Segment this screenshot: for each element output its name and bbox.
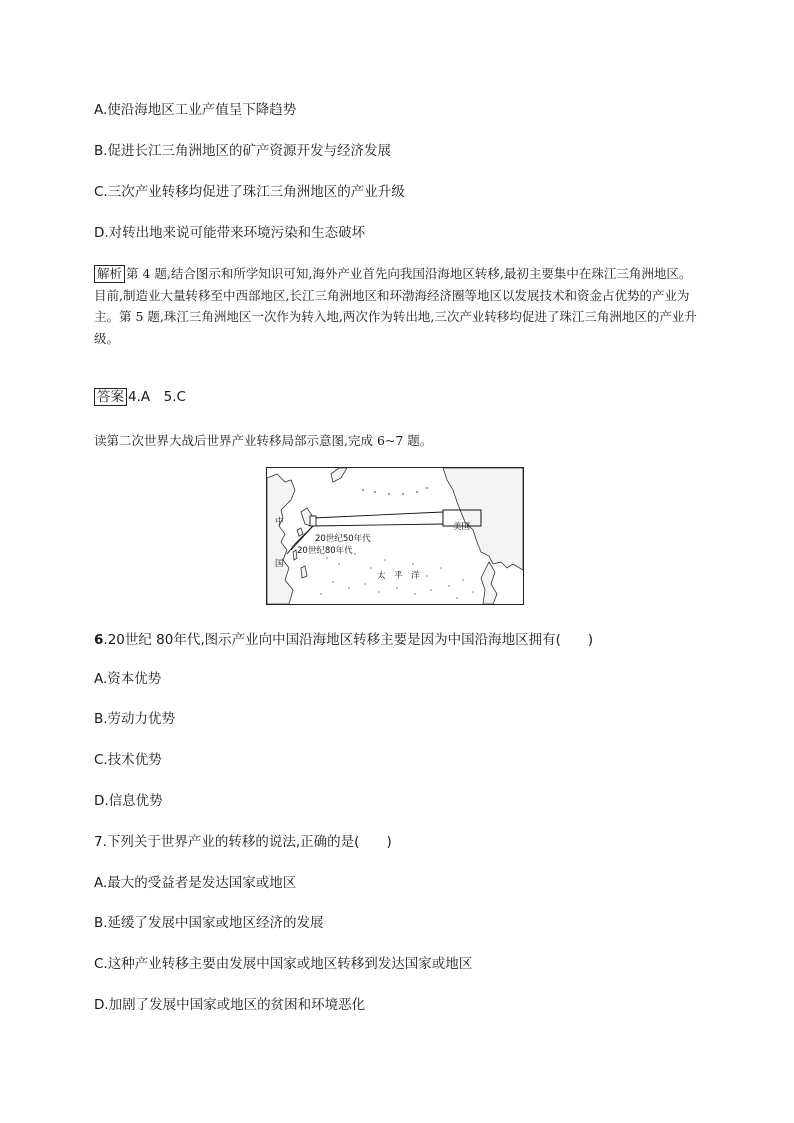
q5-option-d: D.对转出地来说可能带来环境污染和生态破坏	[94, 225, 366, 241]
analysis-text: 第 4 题,结合图示和所学知识可知,海外产业首先向我国沿海地区转移,最初主要集中在珠江三角洲地区。目前,制造业大量转移至中西部地区,长江三角洲地区和环渤海经济圈等地区以发展技术和资金占优势的产业为主。第 5 题,珠江三角洲地区一次作为转入地,两次作为转出地,三次产业转移均促进了珠江三角洲地区的产业升级。	[94, 266, 697, 346]
label-1950s: 20世纪50年代	[315, 534, 371, 544]
map-graphic	[267, 468, 523, 604]
q6-stem	[94, 631, 593, 649]
q6-number: 6	[94, 632, 104, 648]
reading-intro: 读第二次世界大战后世界产业转移局部示意图,完成 6~7 题。	[94, 433, 433, 448]
china-label-1: 中	[275, 517, 284, 527]
q5-option-b: B.促进长江三角洲地区的矿产资源开发与经济发展	[94, 143, 392, 159]
china-label-2: 国	[275, 559, 284, 569]
q7-option-d: D.加剧了发展中国家或地区的贫困和环境恶化	[94, 997, 366, 1013]
answer-text: 4.A 5.C	[128, 389, 186, 405]
q6-option-c: C.技术优势	[94, 752, 162, 768]
asia-coast	[267, 474, 295, 604]
answer-block	[94, 388, 186, 406]
north-america	[443, 468, 523, 570]
q5-option-a: A.使沿海地区工业产值呈下降趋势	[94, 102, 297, 118]
answer-tag: 答案	[94, 388, 127, 406]
q7-option-b: B.延缓了发展中国家或地区经济的发展	[94, 915, 324, 931]
usa-label: 美国	[453, 522, 471, 532]
q6-option-a: A.资本优势	[94, 671, 162, 687]
industry-transfer-map	[266, 467, 524, 605]
q5-option-c: C.三次产业转移均促进了珠江三角洲地区的产业升级	[94, 184, 405, 200]
q7-option-c: C.这种产业转移主要由发展中国家或地区转移到发达国家或地区	[94, 956, 473, 972]
q7-option-a: A.最大的受益者是发达国家或地区	[94, 875, 297, 891]
q6-stem-text: .20世纪 80年代,图示产业向中国沿海地区转移主要是因为中国沿海地区拥有( )	[103, 632, 594, 648]
q7-stem: 7.下列关于世界产业的转移的说法,正确的是( )	[94, 834, 392, 850]
pacific-label: 太 平 洋	[377, 571, 420, 581]
japan-box	[310, 516, 316, 526]
label-1980s: 20世纪80年代	[297, 546, 353, 556]
analysis-tag: 解析	[94, 265, 125, 283]
analysis-block	[94, 263, 700, 349]
q6-option-d: D.信息优势	[94, 793, 163, 809]
q6-option-b: B.劳动力优势	[94, 711, 176, 727]
